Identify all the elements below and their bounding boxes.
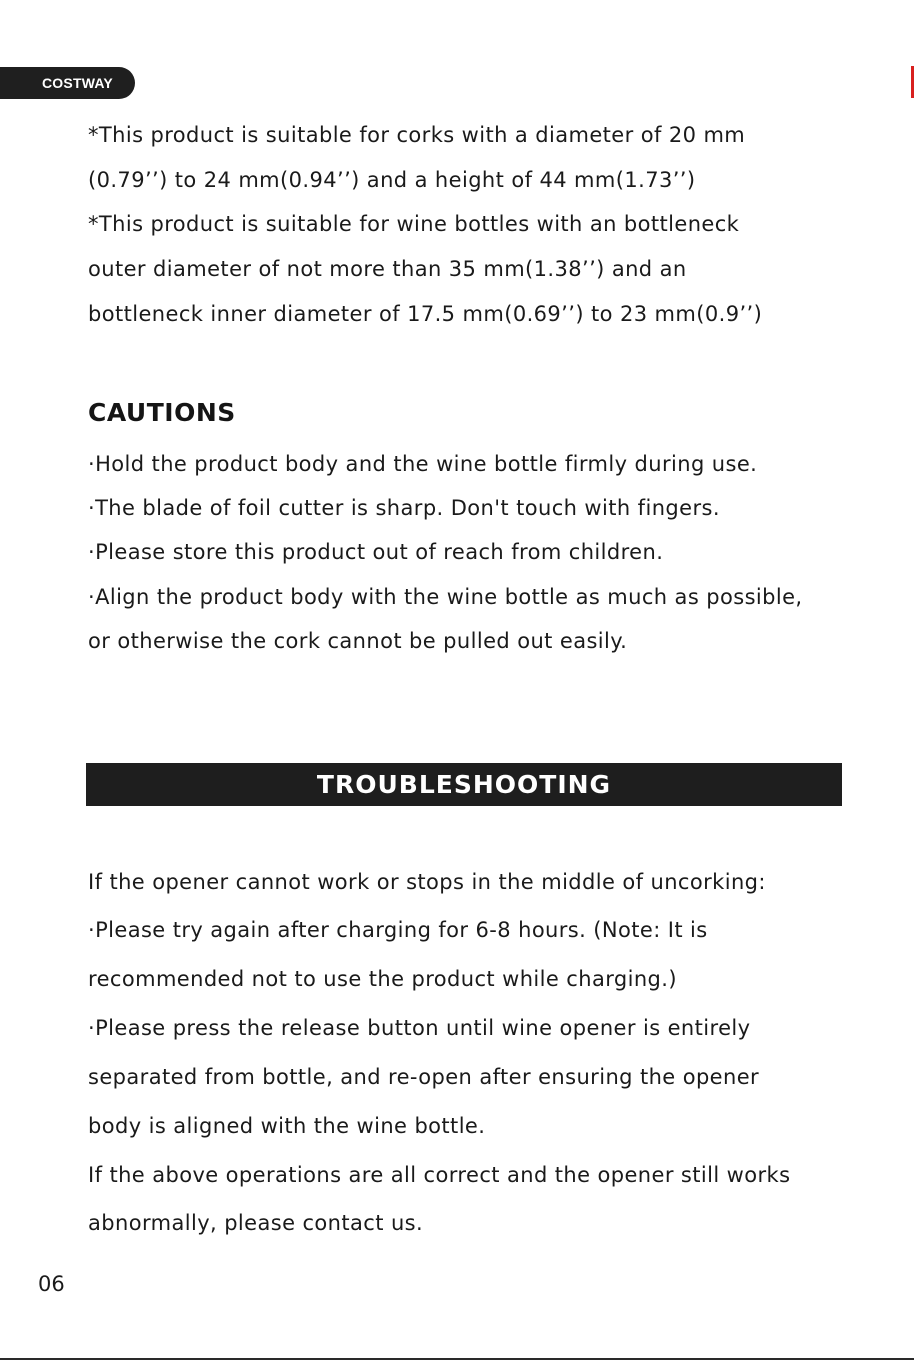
troubleshooting-line: ·Please try again after charging for 6-8 hours. (Note: It is [88,918,708,942]
footer-rule [0,1358,914,1360]
troubleshooting-line: abnormally, please contact us. [88,1211,424,1235]
troubleshooting-line: separated from bottle, and re-open after ensuring the opener [88,1065,760,1089]
caution-line: ·Hold the product body and the wine bottle firmly during use. [88,452,758,476]
intro-line: *This product is suitable for wine bottles with an bottleneck [88,212,740,236]
intro-line: outer diameter of not more than 35 mm(1.38’’) and an [88,257,687,281]
caution-line: ·Please store this product out of reach from children. [88,540,664,564]
caution-line: ·The blade of foil cutter is sharp. Don't touch with fingers. [88,496,720,520]
intro-line: bottleneck inner diameter of 17.5 mm(0.69’’) to 23 mm(0.9’’) [88,302,763,326]
page-number: 06 [38,1272,65,1296]
caution-line: or otherwise the cork cannot be pulled out easily. [88,629,628,653]
intro-line: *This product is suitable for corks with a diameter of 20 mm [88,123,746,147]
troubleshooting-line: If the above operations are all correct and the opener still works [88,1163,791,1187]
troubleshooting-line: recommended not to use the product while charging.) [88,967,677,991]
troubleshooting-line: ·Please press the release button until wine opener is entirely [88,1016,751,1040]
intro-line: (0.79’’) to 24 mm(0.94’’) and a height of 44 mm(1.73’’) [88,168,696,192]
troubleshooting-banner: TROUBLESHOOTING [86,763,842,806]
troubleshooting-line: body is aligned with the wine bottle. [88,1114,486,1138]
troubleshooting-line: If the opener cannot work or stops in the middle of uncorking: [88,870,766,894]
caution-line: ·Align the product body with the wine bottle as much as possible, [88,585,803,609]
cautions-heading: CAUTIONS [88,398,236,427]
brand-logo-tab: COSTWAY [0,67,135,99]
